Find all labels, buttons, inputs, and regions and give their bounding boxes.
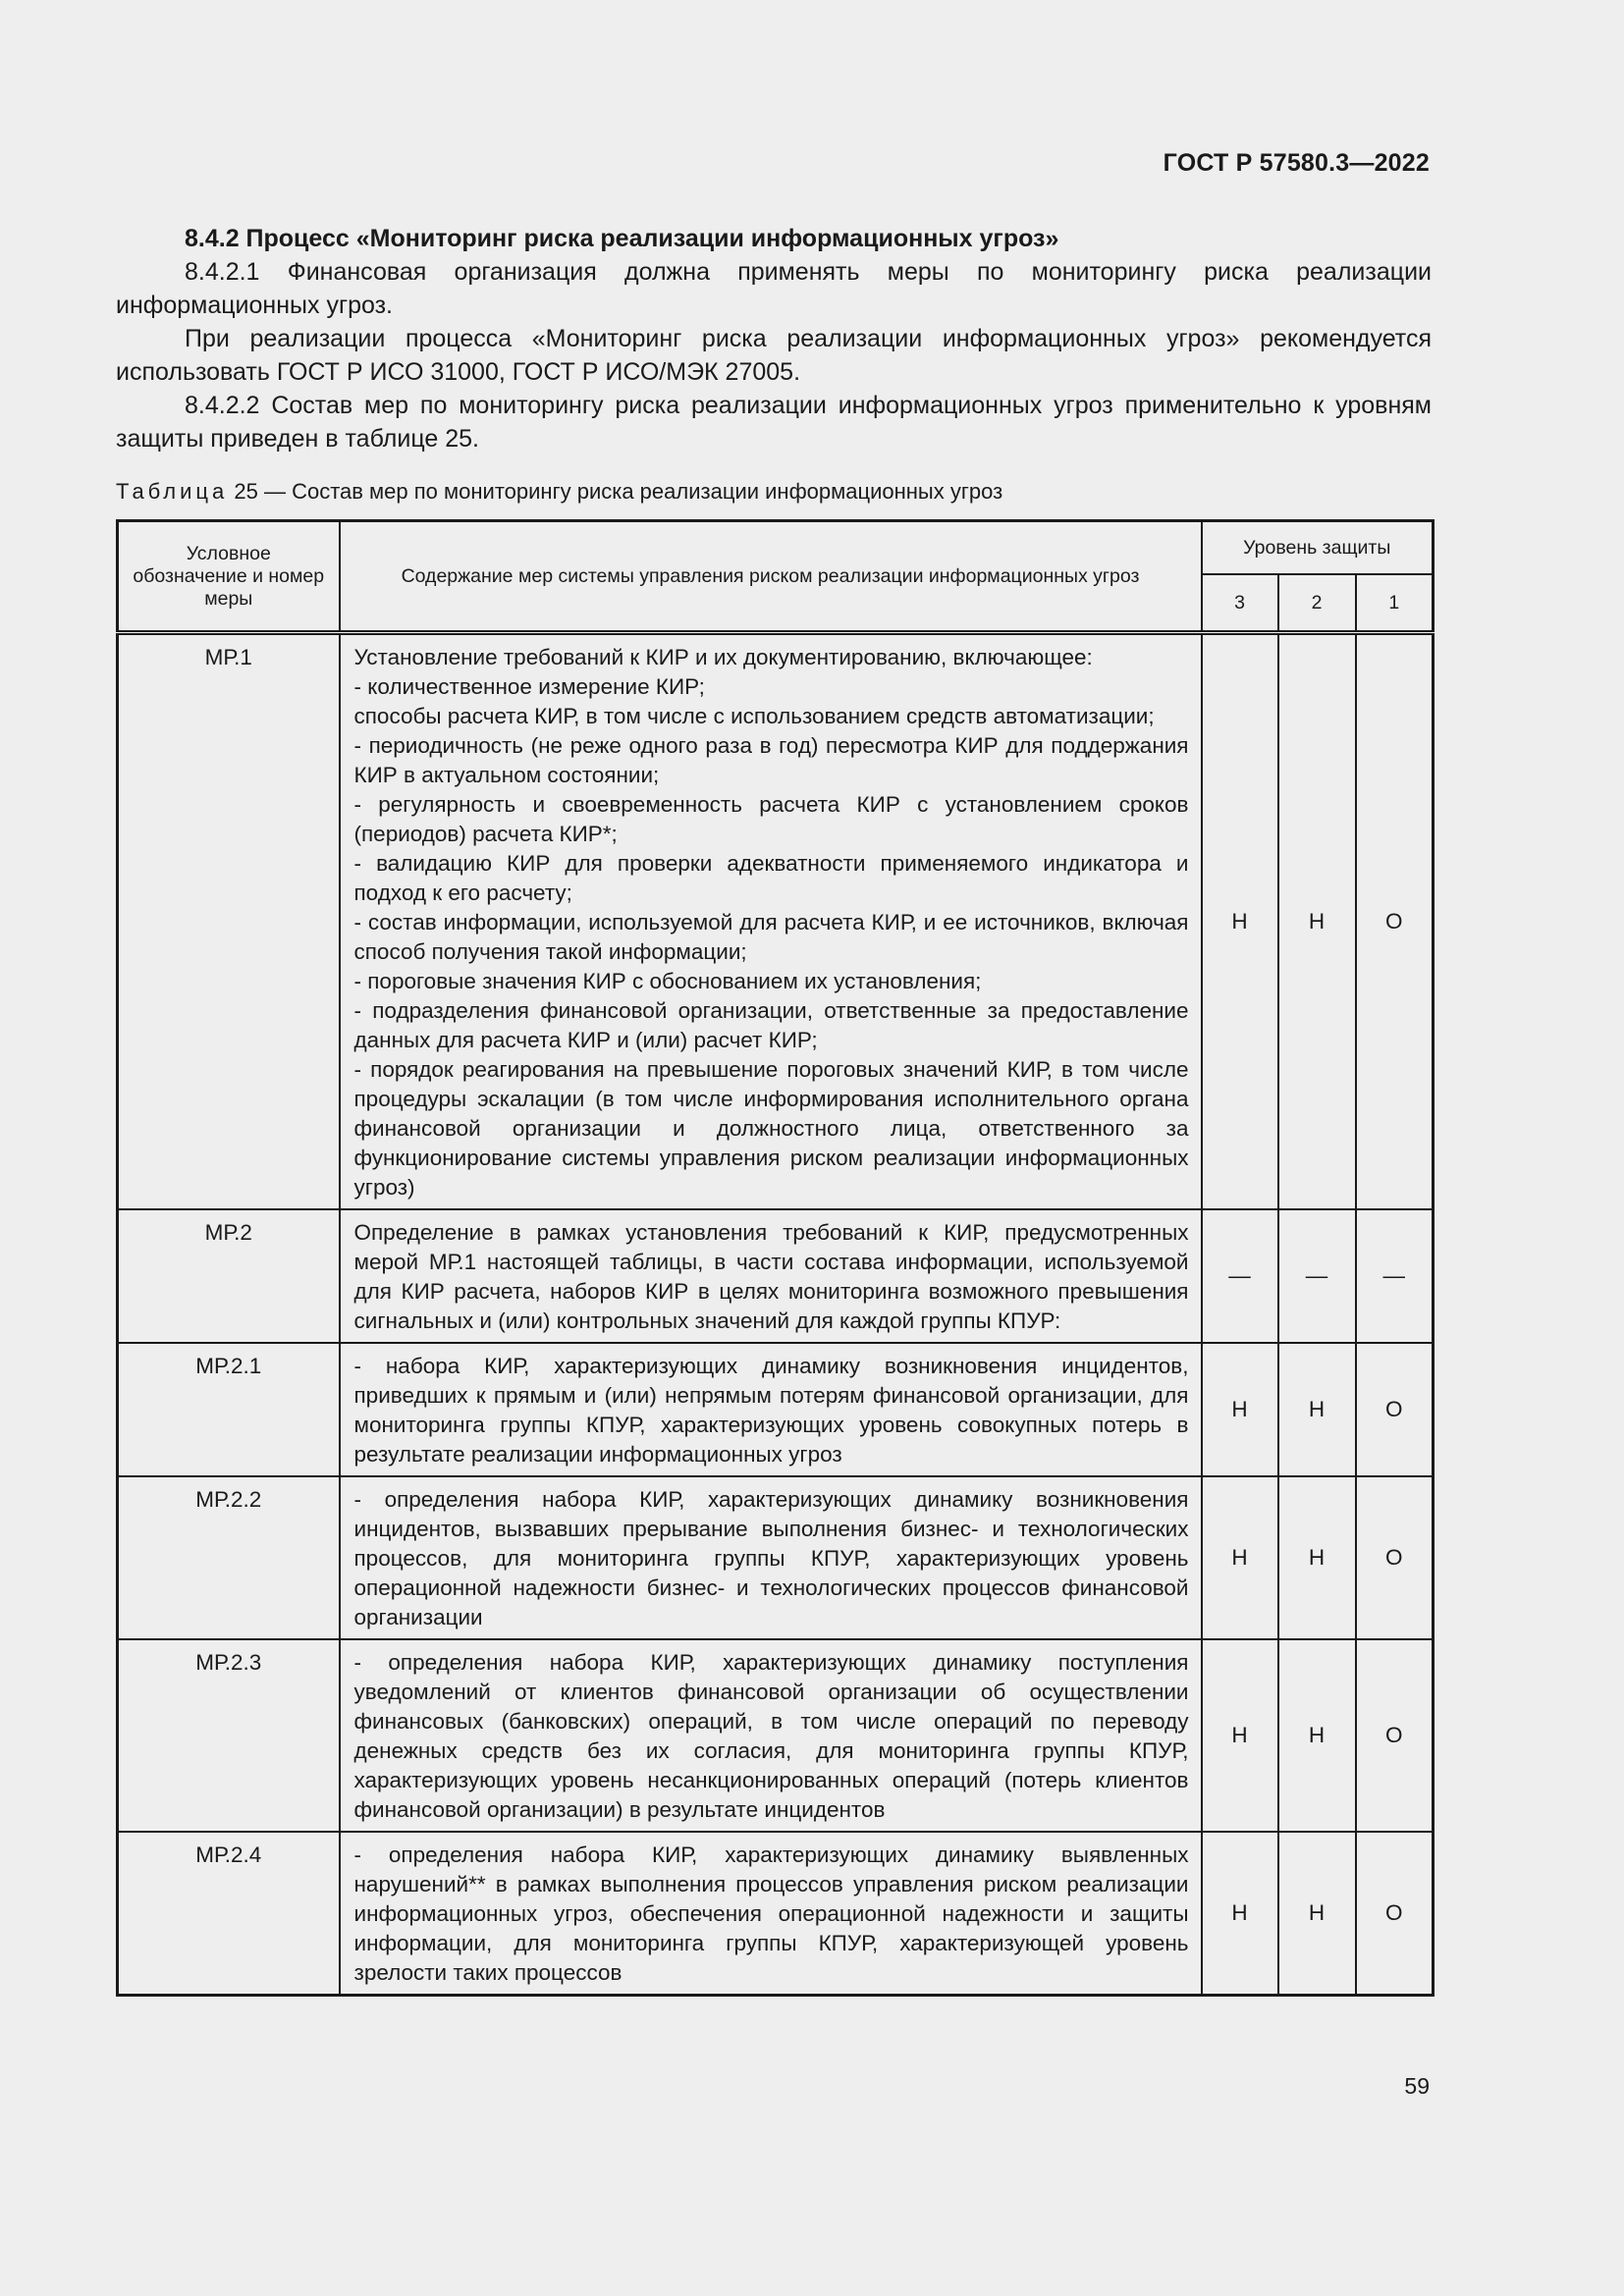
level-1-value: — bbox=[1356, 1209, 1434, 1343]
measure-code: МР.2.4 bbox=[118, 1832, 340, 1996]
table-row bbox=[118, 633, 1434, 1210]
level-2-value: Н bbox=[1278, 1832, 1356, 1996]
level-1-value: О bbox=[1356, 1343, 1434, 1476]
table-row bbox=[118, 1832, 1434, 1996]
header-content: Содержание мер системы управления риском реализации информационных угроз bbox=[340, 521, 1202, 633]
measure-content bbox=[340, 1343, 1202, 1476]
table-caption-text: 25 — Состав мер по мониторингу риска реализации информационных угроз bbox=[228, 479, 1003, 504]
measure-content bbox=[340, 1209, 1202, 1343]
content-line: - валидацию КИР для проверки адекватности применяемого индикатора и подход к его расчету; bbox=[353, 851, 1189, 905]
level-2-value: Н bbox=[1278, 1343, 1356, 1476]
document-code: ГОСТ Р 57580.3—2022 bbox=[1163, 149, 1430, 177]
table-row bbox=[118, 1343, 1434, 1476]
measure-code: МР.2.1 bbox=[118, 1343, 340, 1476]
paragraph-8-4-2-2: 8.4.2.2 Состав мер по мониторингу риска реализации информационных угроз применительно к уровням защиты приведен в таблице 25. bbox=[116, 392, 1432, 453]
level-2-value: — bbox=[1278, 1209, 1356, 1343]
content-line: - регулярность и своевременность расчета КИР с установлением сроков (периодов) расчета КИР*; bbox=[353, 792, 1189, 846]
section-heading: 8.4.2 Процесс «Мониторинг риска реализации информационных угроз» bbox=[185, 225, 1059, 252]
table-caption bbox=[116, 479, 1002, 505]
level-3-value: Н bbox=[1202, 1832, 1278, 1996]
content-line: - определения набора КИР, характеризующих динамику поступления уведомлений от клиентов финансовой организации об осуществлении финансовых (банковских) операций, в том числе операций по переводу денежных средств без их согласия, для мониторинга группы КПУР, характеризующих уровень несанкционированных операций (потерь клиентов финансовой организации) в результате инцидентов bbox=[353, 1650, 1189, 1822]
level-2-value: Н bbox=[1278, 1476, 1356, 1639]
measure-code: МР.2.3 bbox=[118, 1639, 340, 1832]
level-3-value: Н bbox=[1202, 1639, 1278, 1832]
content-line: способы расчета КИР, в том числе с использованием средств автоматизации; bbox=[353, 704, 1155, 728]
body-text bbox=[116, 222, 1432, 455]
level-3-value: Н bbox=[1202, 1343, 1278, 1476]
measures-table bbox=[116, 519, 1435, 1997]
header-levels: Уровень защиты bbox=[1202, 521, 1434, 575]
content-line: - порядок реагирования на превышение пороговых значений КИР, в том числе процедуры эскалации (в том числе информирования исполнительного органа финансовой организации и должностного лица, ответственного за функционирование системы управления риском реализации информационных угроз) bbox=[353, 1057, 1189, 1200]
header-code: Условное обозначение и номер меры bbox=[118, 521, 340, 633]
paragraph-8-4-2-1: 8.4.2.1 Финансовая организация должна применять меры по мониторингу риска реализации информационных угроз. bbox=[116, 258, 1432, 319]
measure-content bbox=[340, 1476, 1202, 1639]
measure-code: МР.2 bbox=[118, 1209, 340, 1343]
content-line: - набора КИР, характеризующих динамику возникновения инцидентов, приведших к прямым и (или) непрямым потерям финансовой организации, для мониторинга группы КПУР, характеризующих уровень совокупных потерь в результате реализации информационных угроз bbox=[353, 1354, 1189, 1467]
level-2-value: Н bbox=[1278, 633, 1356, 1210]
content-line: - количественное измерение КИР; bbox=[353, 674, 705, 699]
level-3-value: — bbox=[1202, 1209, 1278, 1343]
measure-code: МР.1 bbox=[118, 633, 340, 1210]
level-1-value: О bbox=[1356, 633, 1434, 1210]
table-row bbox=[118, 1209, 1434, 1343]
paragraph-standards: При реализации процесса «Мониторинг риска реализации информационных угроз» рекомендуется использовать ГОСТ Р ИСО 31000, ГОСТ Р ИСО/МЭК 27005. bbox=[116, 325, 1432, 386]
measure-code: МР.2.2 bbox=[118, 1476, 340, 1639]
measure-content bbox=[340, 633, 1202, 1210]
table-row bbox=[118, 1476, 1434, 1639]
content-line: Установление требований к КИР и их документированию, включающее: bbox=[353, 645, 1093, 669]
level-1-value: О bbox=[1356, 1476, 1434, 1639]
content-line: - определения набора КИР, характеризующих динамику выявленных нарушений** в рамках выполнения процессов управления риском реализации информационных угроз, обеспечения операционной надежности и защиты информации, для мониторинга группы КПУР, характеризующей уровень зрелости таких процессов bbox=[353, 1842, 1189, 1985]
level-3-value: Н bbox=[1202, 1476, 1278, 1639]
level-3-value: Н bbox=[1202, 633, 1278, 1210]
level-2-value: Н bbox=[1278, 1639, 1356, 1832]
header-level-1: 1 bbox=[1356, 574, 1434, 633]
header-level-3: 3 bbox=[1202, 574, 1278, 633]
header-level-2: 2 bbox=[1278, 574, 1356, 633]
level-1-value: О bbox=[1356, 1639, 1434, 1832]
content-line: - периодичность (не реже одного раза в год) пересмотра КИР для поддержания КИР в актуальном состоянии; bbox=[353, 733, 1189, 787]
content-line: Определение в рамках установления требований к КИР, предусмотренных мерой МР.1 настоящей таблицы, в части состава информации, используемой для КИР расчета, наборов КИР в целях мониторинга возможного превышения сигнальных и (или) контрольных значений для каждой группы КПУР: bbox=[353, 1220, 1189, 1333]
content-line: - подразделения финансовой организации, ответственные за предоставление данных для расчета КИР и (или) расчет КИР; bbox=[353, 998, 1189, 1052]
page-number: 59 bbox=[1404, 2073, 1430, 2099]
table-row bbox=[118, 1639, 1434, 1832]
content-line: - состав информации, используемой для расчета КИР, и ее источников, включая способ получения такой информации; bbox=[353, 910, 1189, 964]
measure-content bbox=[340, 1639, 1202, 1832]
table-caption-label: Таблица bbox=[116, 479, 229, 504]
content-line: - пороговые значения КИР с обоснованием их установления; bbox=[353, 969, 982, 993]
measure-content bbox=[340, 1832, 1202, 1996]
content-line: - определения набора КИР, характеризующих динамику возникновения инцидентов, вызвавших прерывание выполнения бизнес- и технологических процессов, для мониторинга группы КПУР, характеризующих уровень операционной надежности бизнес- и технологических процессов финансовой организации bbox=[353, 1487, 1189, 1629]
level-1-value: О bbox=[1356, 1832, 1434, 1996]
